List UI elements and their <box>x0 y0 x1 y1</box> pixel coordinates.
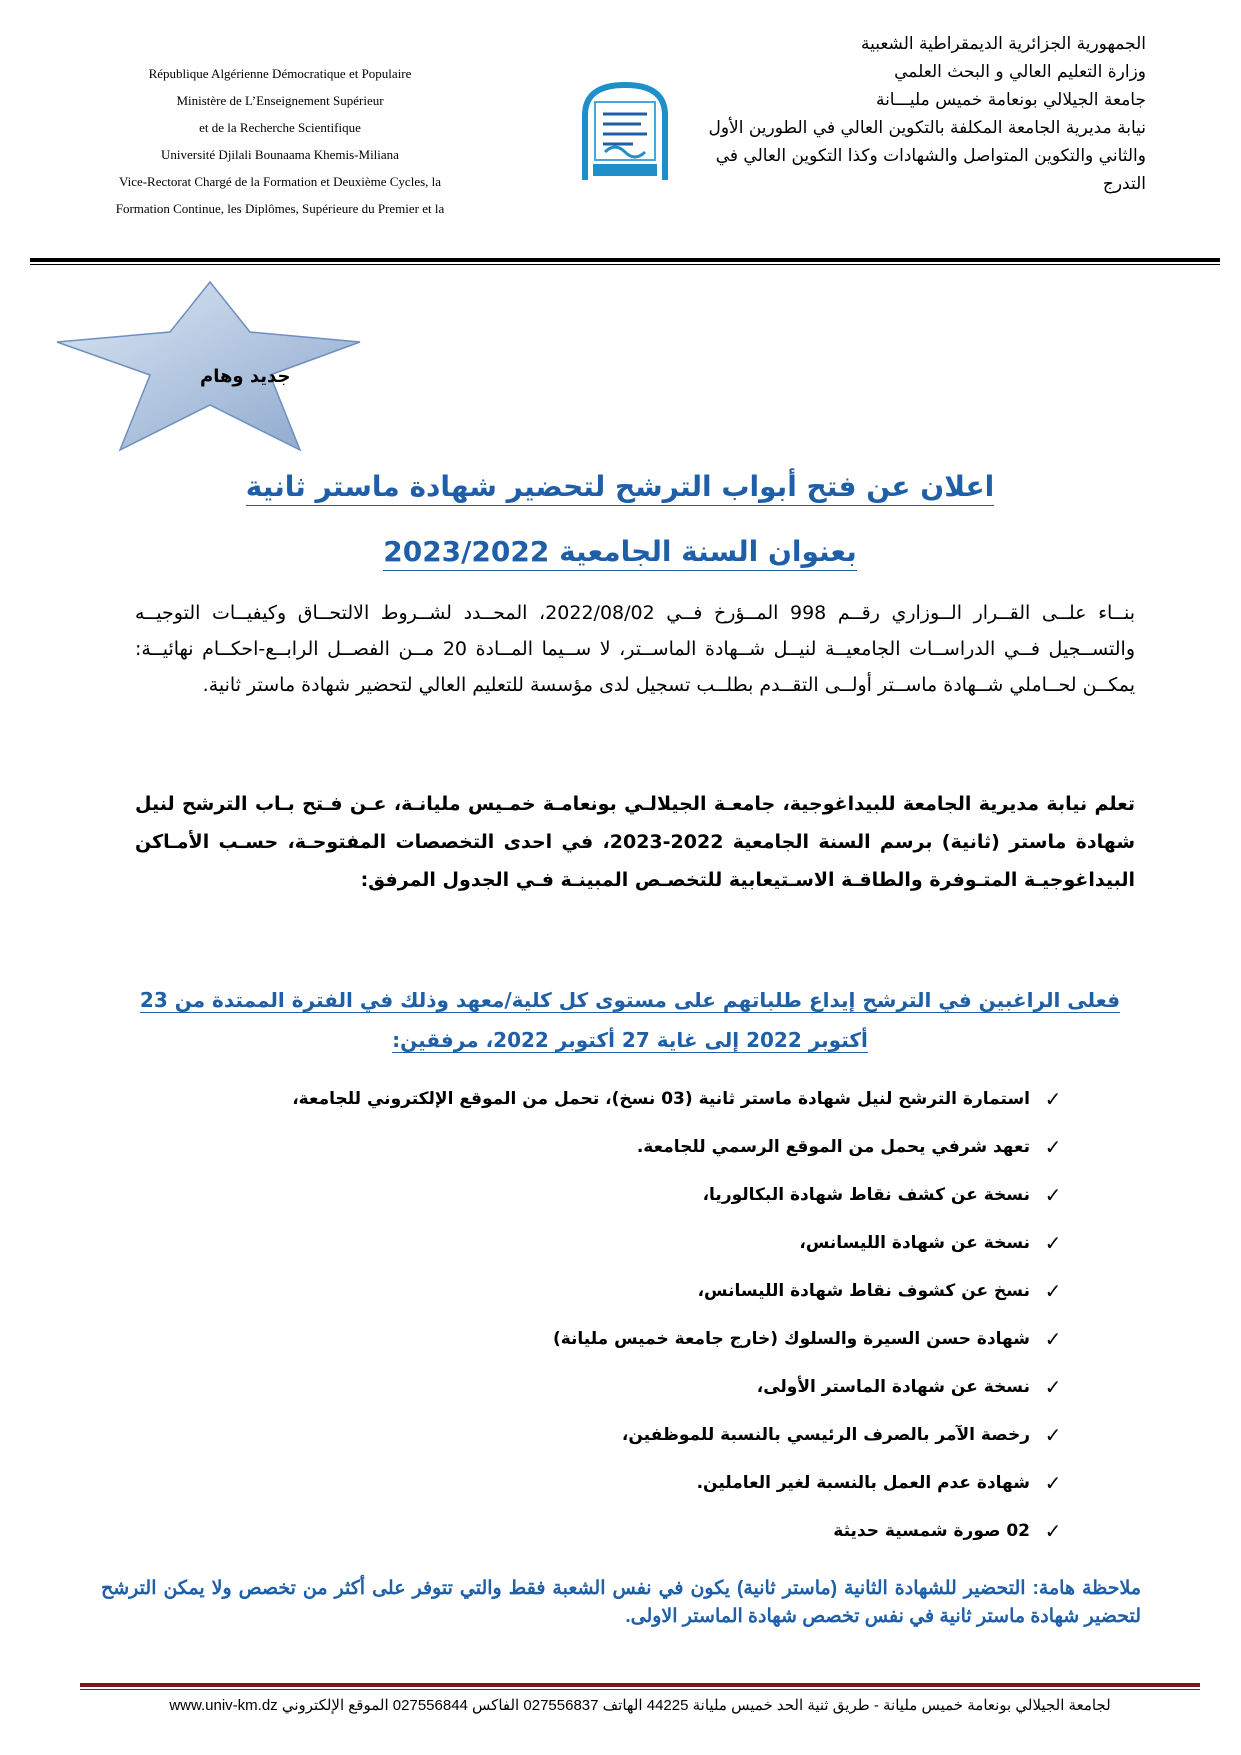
ar-line-university: جامعة الجيلالي بونعامة خميس مليـــانة <box>875 90 1146 110</box>
ar-line-vice-rectorat-3: التدرج <box>1102 174 1146 194</box>
checkmark-icon: ✓ <box>1044 1471 1062 1495</box>
paragraph-announcement: تعلم نيابة مديرية الجامعة للبيداغوجية، جامعـة الجيلالـي بونعامـة خمـيس مليانـة، عـن فـتح بـاب الترشح لنيل شهادة ماستر (ثانية) برسم السنة الجامعية 2022-2023، في احدى التخصصات المفتوحـة، حسـب الأمـاكن البيداغوجيـة المتـوفرة والطاقـة الاسـتيعابية للتخصـص المبينـة فـي الجدول المرفق: <box>135 793 1136 891</box>
checkmark-icon: ✓ <box>1044 1279 1062 1303</box>
fr-line-formation: Formation Continue, les Diplômes, Supérieure du Premier et la <box>115 201 445 216</box>
footer-rule-thin <box>80 1689 1200 1690</box>
list-item: ✓ 02 صورة شمسية حديثة <box>166 1507 1066 1555</box>
footer-rule-thick <box>80 1683 1200 1687</box>
list-item: ✓ نسخ عن كشوف نقاط شهادة الليسانس، <box>166 1267 1066 1315</box>
fr-line-ministry: Ministère de L’Enseignement Supérieur <box>176 93 384 108</box>
header-french <box>60 60 500 222</box>
ar-line-vice-rectorat-2: والثاني والتكوين المتواصل والشهادات وكذا التكوين العالي في <box>715 146 1146 166</box>
header-rule-thin <box>30 264 1220 265</box>
checkmark-icon: ✓ <box>1044 1375 1062 1399</box>
checkmark-icon: ✓ <box>1044 1327 1062 1351</box>
announcement-subtitle <box>240 535 1000 568</box>
application-period-text: فعلى الراغبين في الترشح إيداع طلباتهم على مستوى كل كلية/معهد وذلك في الفترة الممتدة من 23 أكتوبر 2022 إلى غاية 27 أكتوبر 2022، مرفقين: <box>139 988 1121 1052</box>
badge-label: جديد وهام <box>200 366 291 387</box>
fr-line-research: et de la Recherche Scientifique <box>199 120 361 135</box>
checkmark-icon: ✓ <box>1044 1231 1062 1255</box>
checkmark-icon: ✓ <box>1044 1423 1062 1447</box>
ar-line-republic: الجمهورية الجزائرية الديمقراطية الشعبية <box>860 34 1146 54</box>
list-item: ✓ نسخة عن كشف نقاط شهادة البكالوريا، <box>166 1171 1066 1219</box>
required-documents-list <box>166 1075 1066 1555</box>
checkmark-icon: ✓ <box>1044 1087 1062 1111</box>
list-item: ✓ رخصة الآمر بالصرف الرئيسي بالنسبة للموظفين، <box>166 1411 1066 1459</box>
fr-line-university: Université Djilali Bounaama Khemis-Miliana <box>161 147 399 162</box>
list-item: ✓ استمارة الترشح لنيل شهادة ماستر ثانية (03 نسخ)، تحمل من الموقع الإلكتروني للجامعة، <box>166 1075 1066 1123</box>
list-item: ✓ تعهد شرفي يحمل من الموقع الرسمي للجامعة. <box>166 1123 1066 1171</box>
checkmark-icon: ✓ <box>1044 1135 1062 1159</box>
list-item: ✓ شهادة حسن السيرة والسلوك (خارج جامعة خميس مليانة) <box>166 1315 1066 1363</box>
application-period <box>125 980 1135 1060</box>
ar-line-ministry: وزارة التعليم العالي و البحث العلمي <box>894 62 1146 82</box>
ar-line-vice-rectorat-1: نيابة مديرية الجامعة المكلفة بالتكوين العالي في الطورين الأول <box>708 118 1146 138</box>
paragraph-legal-basis: بنــاء علــى القــرار الــوزاري رقــم 998 المــؤرخ فــي 2022/08/02، المحــدد لشــروط الالتحــاق وكيفيــات التوجيــه والتســجيل فــي الدراســات الجامعيــة لنيــل شــهادة الماســتر، لا ســيما المــادة 20 مــن الفصــل الرابــع-احكــام نهائيــة: يمكــن لحــاملي شــهادة ماســتر أولــى التقــدم بطلــب تسجيل لدى مؤسسة للتعليم العالي لتحضير شهادة ماستر ثانية. <box>135 602 1135 696</box>
list-item: ✓ شهادة عدم العمل بالنسبة لغير العاملين. <box>166 1459 1066 1507</box>
fr-line-republic: République Algérienne Démocratique et Populaire <box>148 66 412 81</box>
header-arabic <box>586 30 1146 198</box>
announcement-title <box>240 470 1000 503</box>
fr-line-vice-rectorat: Vice-Rectorat Chargé de la Formation et Deuxième Cycles, la <box>118 174 442 189</box>
checkmark-icon: ✓ <box>1044 1519 1062 1543</box>
list-item: ✓ نسخة عن شهادة الليسانس، <box>166 1219 1066 1267</box>
title-line-2: بعنوان السنة الجامعية 2023/2022 <box>383 535 857 571</box>
footer-contact: لجامعة الجيلالي بونعامة خميس مليانة - طريق ثنية الحد خميس مليانة 44225 الهاتف 027556837 الفاكس 027556844 الموقع الإلكتروني www.univ-km.dz <box>169 1697 1111 1714</box>
important-note: ملاحظة هامة: التحضير للشهادة الثانية (ماستر ثانية) يكون في نفس الشعبة فقط والتي تتوفر على أكثر من تخصص ولا يمكن الترشح لتحضير شهادة ماستر ثانية في نفس تخصص شهادة الماستر الاولى. <box>101 1578 1141 1627</box>
title-line-1: اعلان عن فتح أبواب الترشح لتحضير شهادة ماستر ثانية <box>246 470 994 506</box>
list-item: ✓ نسخة عن شهادة الماستر الأولى، <box>166 1363 1066 1411</box>
header-rule-thick <box>30 258 1220 262</box>
checkmark-icon: ✓ <box>1044 1183 1062 1207</box>
